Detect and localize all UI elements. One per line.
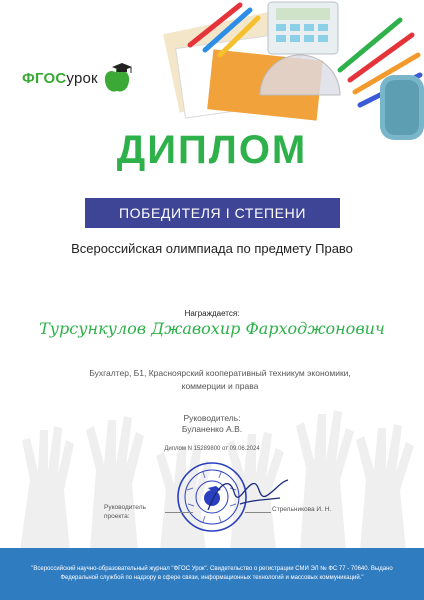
recipient-position: Бухгалтер, Б1, Красноярский кооперативный техникум экономики, коммерции и права — [89, 368, 351, 391]
degree-banner — [85, 198, 340, 228]
signature-line-right — [245, 512, 271, 513]
signature-line-left — [165, 512, 193, 513]
supervisor-label: Руководитель: — [183, 413, 241, 423]
olympiad-name: Всероссийская олимпиада по предмету Право — [71, 241, 353, 256]
fgos-urok-logo — [22, 60, 134, 96]
project-head-label: Руководитель проекта: — [104, 504, 146, 520]
apple-logo-icon — [100, 61, 134, 95]
recipient-name: Турсункулов Джавохир Фарходжонович — [39, 319, 385, 338]
footer-registration-text: "Всероссийский научно-образовательный журнал "ФГОС Урок". Свидетельство о регистрации СМИ ЭЛ № ФС 77 - 70640. Выдано Федеральной службой по надзору в сфере связи, информационных технологий и массовых коммуникаций." — [31, 566, 393, 581]
diploma-number: Диплом N 15289800 от 09.06.2024 — [164, 446, 260, 452]
logo-text-urok: урок — [66, 69, 98, 87]
awarded-label: Награждается: — [184, 309, 240, 318]
graduation-cap-icon — [112, 63, 132, 73]
logo-text-fgos: ФГОС — [22, 69, 67, 87]
project-head-name: Стрельникова И. Н. — [272, 506, 332, 513]
footer-band — [0, 548, 424, 600]
degree-text: ПОБЕДИТЕЛЯ I СТЕПЕНИ — [119, 205, 306, 221]
supervisor-name: Буланенко А.В. — [181, 424, 243, 434]
diploma-title: ДИПЛОМ — [116, 128, 308, 172]
